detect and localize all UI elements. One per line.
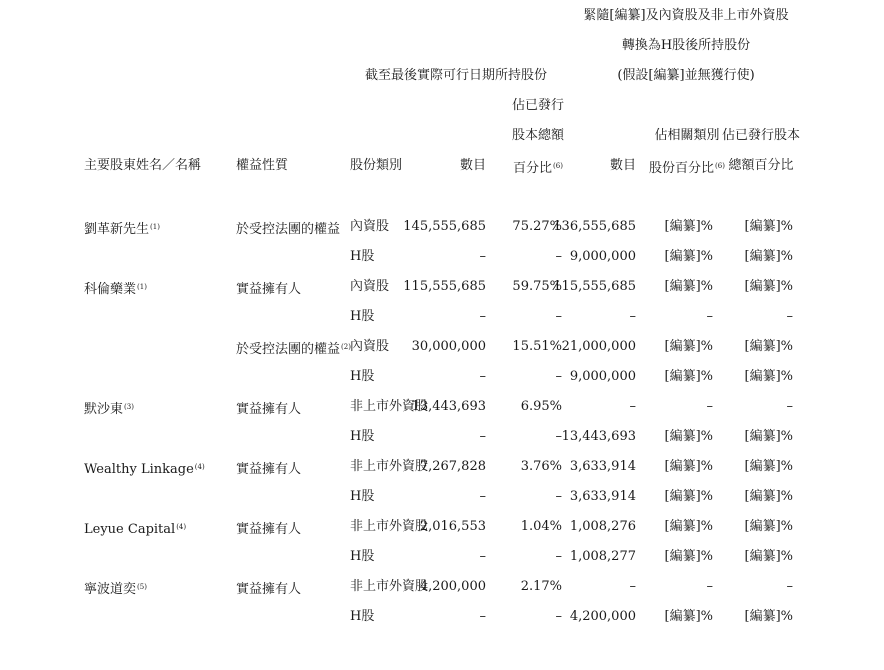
row-number-before: 4,200,000 [419,579,486,594]
row-shareholder-name [84,489,85,508]
row-nature-of-interest-text: 於受控法團的權益 [236,342,341,357]
row-share-class: H股 [350,369,375,384]
row-class-pct: – [706,579,713,594]
row-shareholder-name-note: (3) [124,403,134,411]
row-share-class: 非上市外資股 [350,399,429,414]
row-shareholder-name-text: Wealthy Linkage [84,462,194,477]
row-number-before: – [479,309,486,324]
row-class-pct: [編纂]% [664,519,713,534]
row-number-after: 9,000,000 [569,369,636,384]
row-number-before: 30,000,000 [411,339,486,354]
row-total-pct: [編纂]% [744,459,793,474]
row-total-pct: – [786,309,793,324]
header-approx-pct-line1: 佔已發行 [511,98,565,113]
row-shareholder-name [84,429,85,448]
header-approx-pct-line2: 股本總額 [511,128,565,143]
row-nature-of-interest [236,519,302,538]
row-share-class: H股 [350,489,375,504]
row-shareholder-name-text: Leyue Capital [84,522,176,537]
row-shareholder-name-note: (5) [137,583,147,591]
row-pct-before: – [555,489,562,504]
row-pct-before: 1.04% [520,519,562,534]
row-share-class: H股 [350,609,375,624]
row-number-before: 145,555,685 [403,219,486,234]
row-share-class: H股 [350,249,375,264]
row-number-after: – [629,309,636,324]
row-pct-before: – [555,249,562,264]
row-total-pct: [編纂]% [744,429,793,444]
row-shareholder-name [84,519,186,538]
row-number-before: – [479,549,486,564]
row-shareholder-name-note: (1) [150,223,160,231]
row-total-pct: [編纂]% [744,609,793,624]
row-pct-before: – [555,429,562,444]
row-nature-of-interest [236,369,237,388]
row-total-pct: [編纂]% [744,339,793,354]
row-share-class: 內資股 [350,339,390,354]
row-total-pct: [編纂]% [744,519,793,534]
row-class-pct: [編纂]% [664,609,713,624]
row-pct-before: – [555,549,562,564]
row-shareholder-name-note: (1) [137,283,147,291]
row-nature-of-interest-note: (2) [341,343,351,351]
row-shareholder-name-note: (4) [194,463,205,471]
col-header-name: 主要股東姓名／名稱 [84,158,202,173]
row-nature-of-interest [236,399,302,418]
col-header-total-pct-line1: 佔已發行股本 [721,128,801,143]
row-shareholder-name [84,219,160,238]
row-shareholder-name-note: (4) [176,523,187,531]
row-class-pct: [編纂]% [664,459,713,474]
row-number-after: 21,000,000 [561,339,636,354]
row-nature-of-interest-text: 實益擁有人 [236,522,302,537]
row-share-class: H股 [350,429,375,444]
row-class-pct: [編纂]% [664,549,713,564]
row-shareholder-name [84,399,134,418]
row-nature-of-interest [236,339,351,358]
row-shareholder-name [84,309,85,328]
row-nature-of-interest [236,309,237,328]
row-total-pct: [編纂]% [744,489,793,504]
row-share-class: 非上市外資股 [350,459,429,474]
row-class-pct: [編纂]% [664,249,713,264]
row-number-before: 13,443,693 [411,399,486,414]
row-nature-of-interest-text: 實益擁有人 [236,282,302,297]
row-pct-before: 2.17% [520,579,562,594]
row-nature-of-interest [236,219,341,238]
row-number-before: – [479,609,486,624]
header-after-line2: 轉換為H股後所持股份 [621,38,751,53]
col-header-number-before: 數目 [459,158,486,173]
row-class-pct: – [706,399,713,414]
row-number-after: 1,008,276 [569,519,636,534]
row-total-pct: [編纂]% [744,219,793,234]
row-number-after: 9,000,000 [569,249,636,264]
row-pct-before: – [555,309,562,324]
row-class-pct: [編纂]% [664,339,713,354]
row-pct-before: – [555,369,562,384]
row-shareholder-name-text: 寧波道奕 [84,582,137,597]
row-class-pct: – [706,309,713,324]
col-header-number-after: 數目 [609,158,636,173]
row-class-pct: [編纂]% [664,489,713,504]
row-shareholder-name [84,459,205,478]
row-total-pct: [編纂]% [744,279,793,294]
col-header-total-pct-line2: 總額百分比 [728,158,794,173]
row-share-class: 內資股 [350,279,390,294]
row-nature-of-interest [236,489,237,508]
row-shareholder-name [84,369,85,388]
row-total-pct: – [786,579,793,594]
row-pct-before: – [555,609,562,624]
row-number-before: – [479,429,486,444]
row-nature-of-interest-text: 實益擁有人 [236,402,302,417]
row-number-after: 4,200,000 [569,609,636,624]
row-number-before: 7,267,828 [419,459,486,474]
row-total-pct: [編纂]% [744,369,793,384]
row-nature-of-interest [236,579,302,598]
row-pct-before: 6.95% [520,399,562,414]
row-shareholder-name [84,549,85,568]
row-number-after: – [629,579,636,594]
row-share-class: 內資股 [350,219,390,234]
col-header-nature: 權益性質 [236,158,289,173]
row-number-before: – [479,369,486,384]
row-nature-of-interest [236,609,237,628]
row-number-before: 2,016,553 [419,519,486,534]
row-total-pct: [編纂]% [744,549,793,564]
row-number-after: 3,633,914 [569,459,636,474]
row-shareholder-name [84,339,85,358]
row-shareholder-name-text: 劉革新先生 [84,222,150,237]
col-header-class: 股份類別 [350,158,403,173]
row-number-before: 115,555,685 [403,279,486,294]
row-pct-before: 59.75% [512,279,562,294]
row-nature-of-interest-text: 於受控法團的權益 [236,222,341,237]
row-class-pct: [編纂]% [664,369,713,384]
row-shareholder-name [84,609,85,628]
row-nature-of-interest-text: 實益擁有人 [236,462,302,477]
row-nature-of-interest [236,279,302,298]
row-shareholder-name [84,579,147,598]
row-shareholder-name [84,279,147,298]
header-approx-pct-line3: 百分比$^{(6)}$ [513,161,563,176]
row-nature-of-interest [236,429,237,448]
row-total-pct: [編纂]% [744,249,793,264]
row-number-before: – [479,249,486,264]
row-shareholder-name-text: 默沙東 [84,402,124,417]
row-number-before: – [479,489,486,504]
row-number-after: 3,633,914 [569,489,636,504]
row-number-after: 1,008,277 [569,549,636,564]
row-number-after: 115,555,685 [553,279,636,294]
row-share-class: 非上市外資股 [350,519,429,534]
row-shareholder-name-text: 科倫藥業 [84,282,137,297]
row-nature-of-interest [236,249,237,268]
row-pct-before: 75.27% [512,219,562,234]
row-class-pct: [編纂]% [664,219,713,234]
col-header-class-pct-line2: 股份百分比$^{(6)}$ [649,161,725,176]
row-pct-before: 15.51% [512,339,562,354]
row-nature-of-interest [236,549,237,568]
header-after-line3: (假設[編纂]並無獲行使) [617,68,755,83]
row-number-after: 136,555,685 [553,219,636,234]
row-pct-before: 3.76% [520,459,562,474]
row-class-pct: [編纂]% [664,429,713,444]
row-share-class: H股 [350,309,375,324]
row-shareholder-name [84,249,85,268]
col-header-class-pct-line1: 佔相關類別 [654,128,720,143]
header-before: 截至最後實際可行日期所持股份 [364,68,548,83]
row-number-after: 13,443,693 [561,429,636,444]
row-number-after: – [629,399,636,414]
row-share-class: H股 [350,549,375,564]
header-after-line1: 緊隨[編纂]及內資股及非上市外資股 [583,8,789,23]
row-total-pct: – [786,399,793,414]
row-share-class: 非上市外資股 [350,579,429,594]
row-nature-of-interest [236,459,302,478]
row-nature-of-interest-text: 實益擁有人 [236,582,302,597]
row-class-pct: [編纂]% [664,279,713,294]
